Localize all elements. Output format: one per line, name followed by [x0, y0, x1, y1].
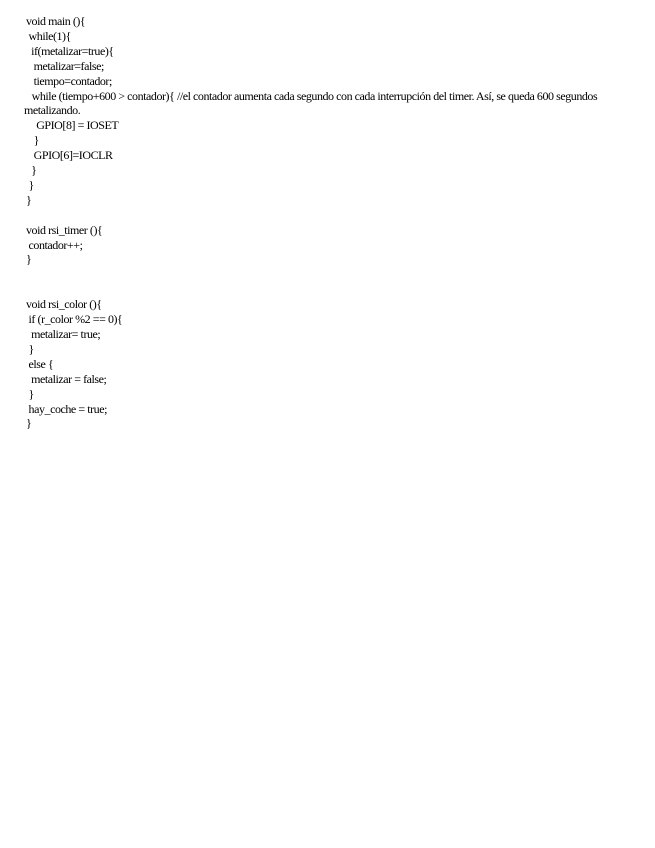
code-line: if (r_color %2 == 0){: [26, 312, 123, 327]
code-line: metalizar=false;: [26, 58, 104, 73]
document-page: [26, 14, 631, 431]
code-line: }: [26, 341, 34, 356]
code-line: GPIO[8] = IOSET: [26, 118, 119, 133]
code-line: metalizar = false;: [26, 371, 107, 386]
code-line: GPIO[6]=IOCLR: [26, 148, 113, 163]
code-line: if(metalizar=true){: [26, 43, 114, 58]
blank-line: [26, 267, 631, 282]
code-line: }: [26, 416, 32, 431]
code-line: void main (){: [26, 14, 86, 28]
code-line: }: [26, 133, 39, 148]
code-line-with-comment: while (tiempo+600 > contador){ //el contador aumenta cada segundo con cada interrupción del timer. Así, se queda 600 segundos metalizando.: [24, 88, 600, 118]
blank-line: [26, 208, 631, 223]
code-line: void rsi_color (){: [26, 297, 102, 312]
code-line: void rsi_timer (){: [26, 222, 103, 237]
code-line: hay_coche = true;: [26, 401, 107, 416]
code-line: }: [26, 163, 37, 178]
code-line: }: [26, 386, 34, 401]
code-line: metalizar= true;: [26, 326, 101, 341]
code-line: }: [26, 177, 34, 192]
code-line: }: [26, 252, 32, 267]
code-line: contador++;: [26, 237, 83, 252]
code-line: while(1){: [26, 28, 71, 43]
blank-line: [26, 282, 631, 297]
code-line: }: [26, 192, 32, 207]
code-line: tiempo=contador;: [26, 73, 112, 88]
code-line: else {: [26, 356, 54, 371]
